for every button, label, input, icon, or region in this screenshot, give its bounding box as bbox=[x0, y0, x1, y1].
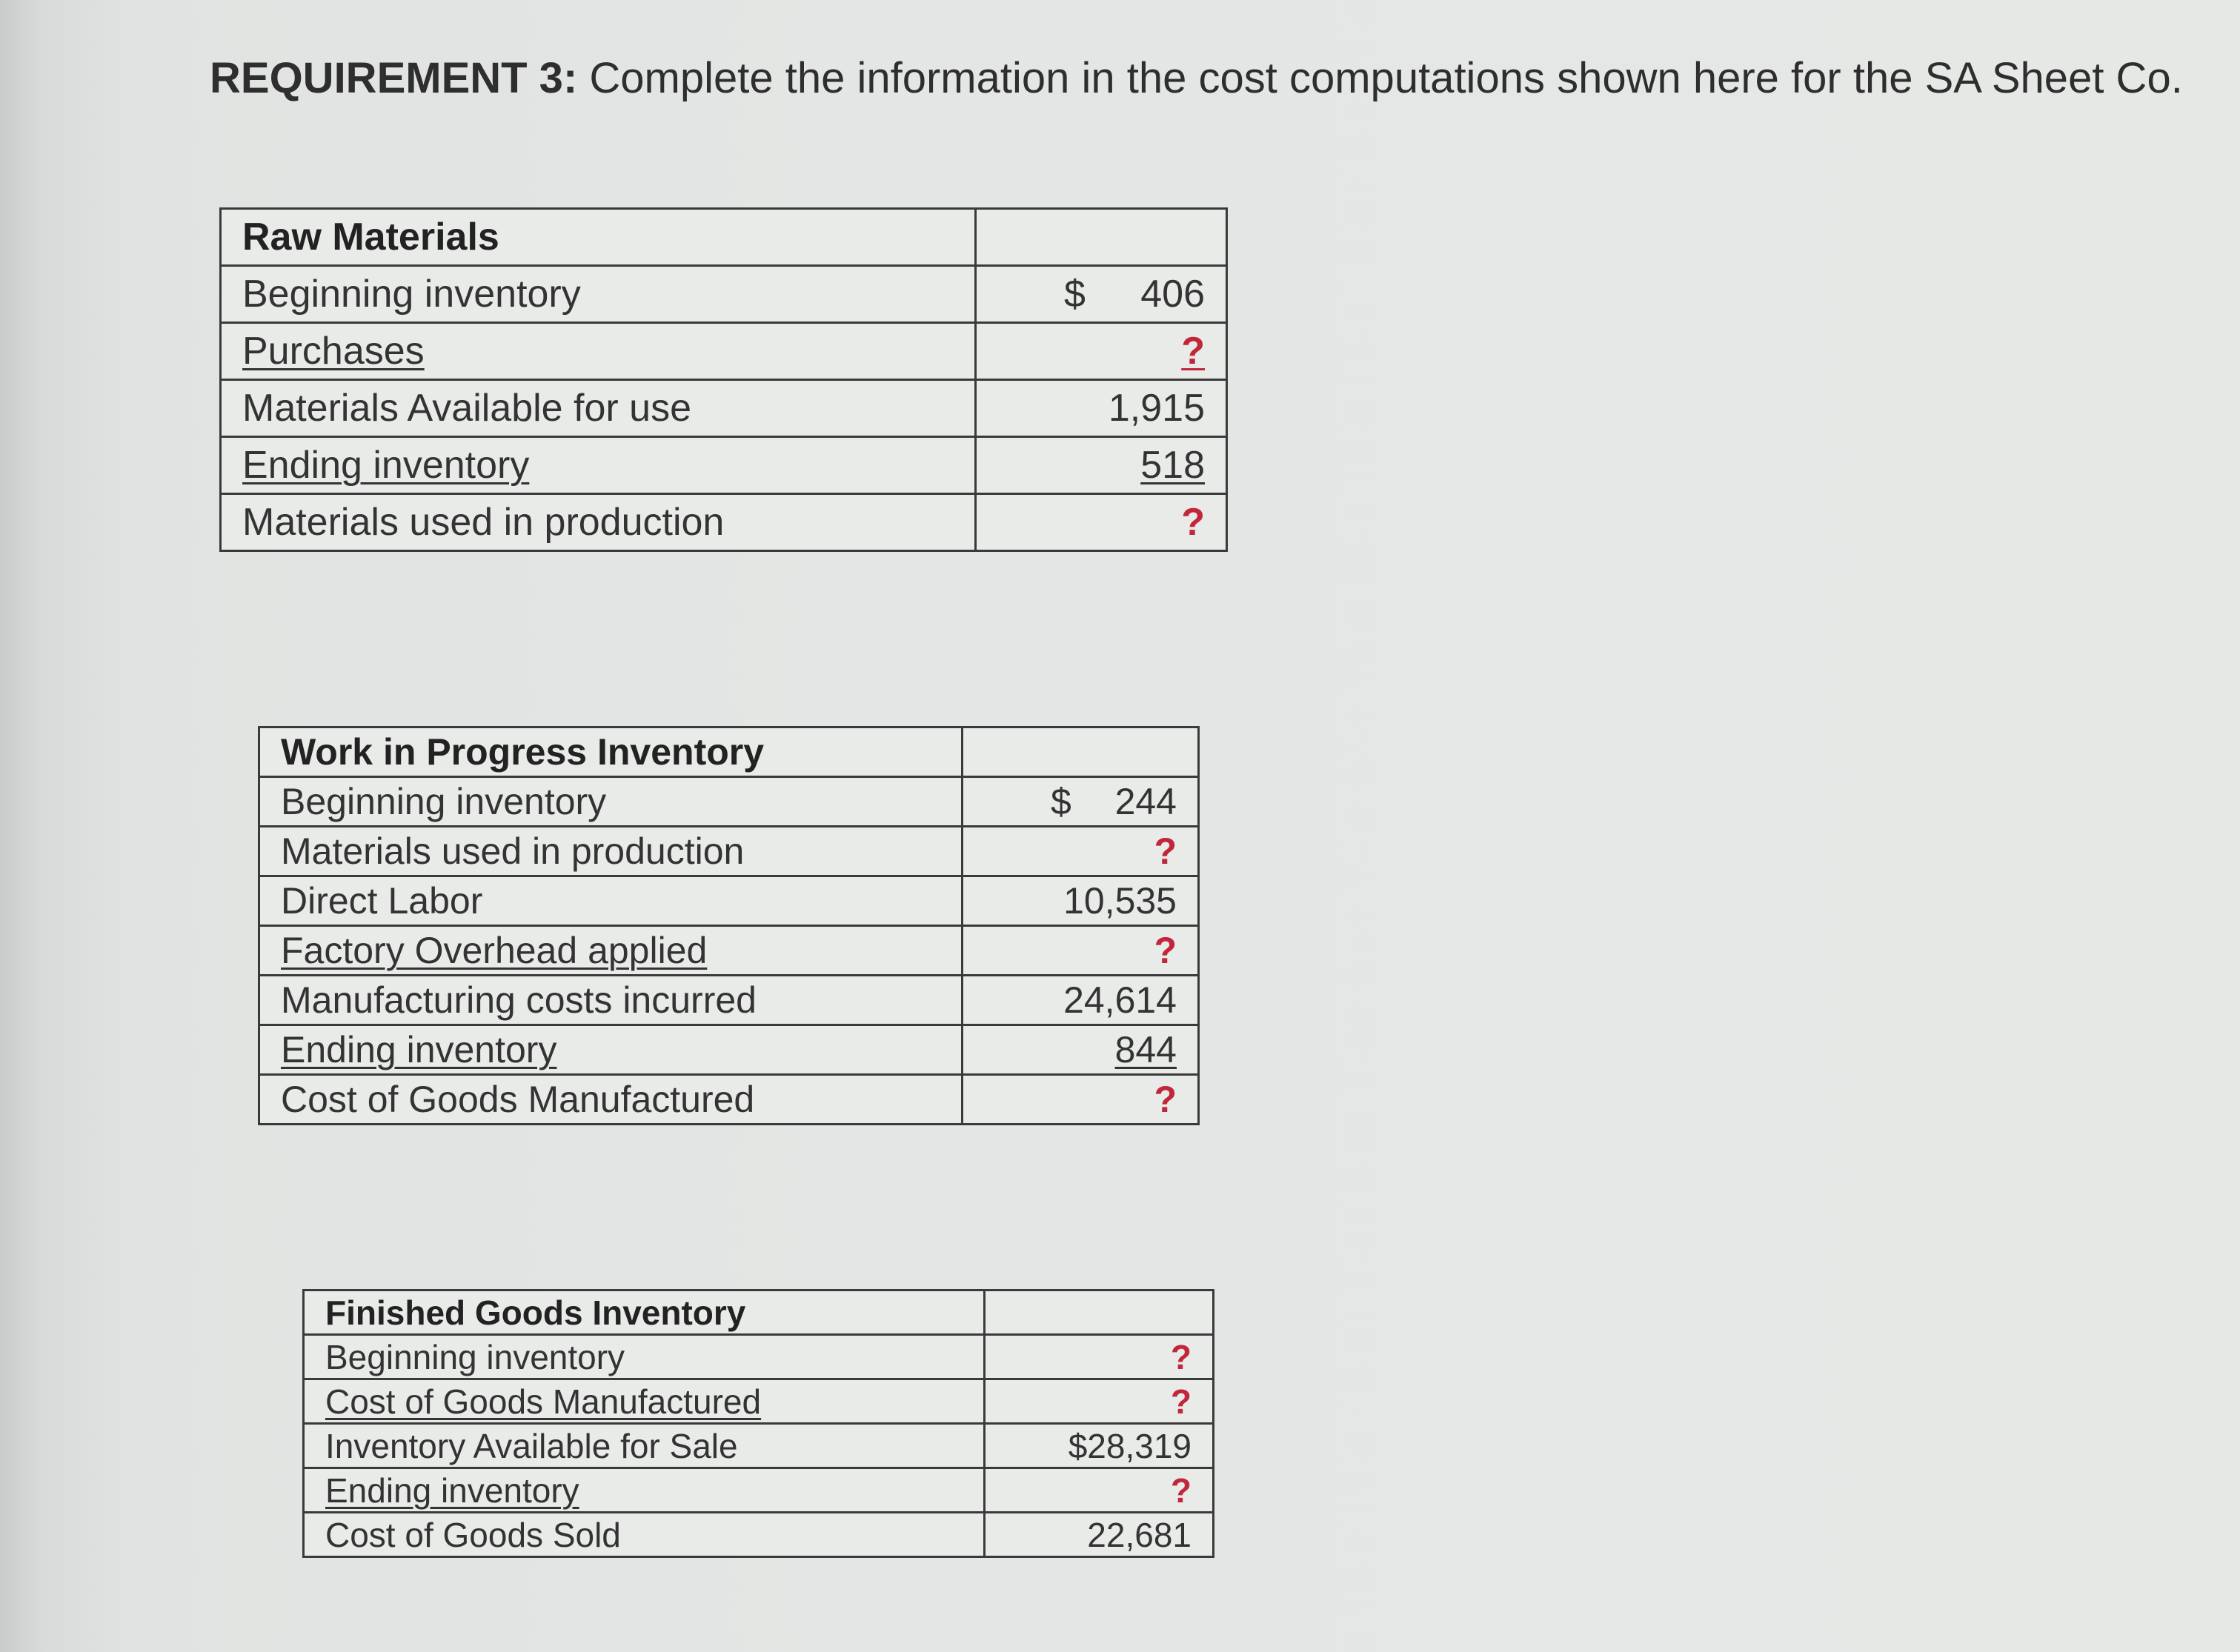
value-text: 518 bbox=[1140, 444, 1205, 487]
unknown-value: ? bbox=[1154, 830, 1177, 872]
unknown-value: ? bbox=[1154, 930, 1177, 971]
table-row bbox=[221, 266, 1227, 323]
label-text: Ending inventory bbox=[281, 1029, 557, 1070]
table-row bbox=[259, 876, 1199, 926]
row-label: Beginning inventory bbox=[259, 777, 963, 827]
row-label bbox=[221, 437, 976, 494]
row-value bbox=[963, 926, 1199, 976]
row-label: Inventory Available for Sale bbox=[304, 1424, 985, 1468]
requirement-text: Complete the information in the cost computations shown here for the SA Sheet Co. bbox=[589, 54, 2183, 102]
table-row bbox=[304, 1424, 1214, 1468]
raw-materials-table bbox=[219, 207, 1228, 552]
unknown-value: ? bbox=[1170, 1337, 1192, 1376]
row-value: 1,915 bbox=[976, 380, 1227, 437]
label-text: Cost of Goods Manufactured bbox=[325, 1382, 762, 1421]
requirement-label: REQUIREMENT 3: bbox=[210, 54, 578, 102]
header-value-cell bbox=[985, 1290, 1214, 1335]
row-label bbox=[304, 1379, 985, 1424]
table-title: Finished Goods Inventory bbox=[304, 1290, 985, 1335]
row-label bbox=[304, 1468, 985, 1513]
row-value: 24,614 bbox=[963, 976, 1199, 1025]
table-header-row bbox=[304, 1290, 1214, 1335]
row-value bbox=[963, 1075, 1199, 1125]
table-row bbox=[259, 1025, 1199, 1075]
table-row bbox=[259, 827, 1199, 876]
currency-symbol: $ bbox=[1064, 273, 1086, 316]
row-value bbox=[963, 1025, 1199, 1075]
row-label: Manufacturing costs incurred bbox=[259, 976, 963, 1025]
unknown-value: ? bbox=[1181, 330, 1205, 373]
row-value bbox=[976, 266, 1227, 323]
row-label: Cost of Goods Sold bbox=[304, 1513, 985, 1557]
table-row bbox=[259, 1075, 1199, 1125]
table-row bbox=[259, 777, 1199, 827]
value-text: 844 bbox=[1114, 1029, 1177, 1070]
row-label bbox=[221, 323, 976, 380]
unknown-value: ? bbox=[1170, 1471, 1192, 1510]
unknown-value: ? bbox=[1181, 501, 1205, 544]
value-text: 244 bbox=[1114, 781, 1177, 822]
row-label: Materials used in production bbox=[259, 827, 963, 876]
row-value bbox=[963, 777, 1199, 827]
table-row bbox=[304, 1513, 1214, 1557]
row-value bbox=[976, 323, 1227, 380]
table-row bbox=[259, 976, 1199, 1025]
label-text: Factory Overhead applied bbox=[281, 930, 708, 971]
table-header-row bbox=[259, 727, 1199, 777]
table-row bbox=[221, 380, 1227, 437]
row-value bbox=[985, 1379, 1214, 1424]
unknown-value: ? bbox=[1170, 1382, 1192, 1421]
row-value bbox=[976, 437, 1227, 494]
table-row bbox=[304, 1468, 1214, 1513]
table-row bbox=[304, 1379, 1214, 1424]
table-row bbox=[221, 437, 1227, 494]
work-in-progress-table bbox=[258, 726, 1200, 1125]
table-row bbox=[221, 323, 1227, 380]
finished-goods-table bbox=[302, 1289, 1214, 1558]
header-value-cell bbox=[976, 209, 1227, 266]
row-value bbox=[985, 1468, 1214, 1513]
row-value: $28,319 bbox=[985, 1424, 1214, 1468]
row-value: 22,681 bbox=[985, 1513, 1214, 1557]
row-label: Materials used in production bbox=[221, 494, 976, 551]
label-text: Ending inventory bbox=[325, 1471, 579, 1510]
page-title bbox=[210, 53, 2183, 103]
row-label: Direct Labor bbox=[259, 876, 963, 926]
row-value bbox=[976, 494, 1227, 551]
table-row bbox=[221, 494, 1227, 551]
label-text: Purchases bbox=[242, 330, 425, 373]
row-value: 10,535 bbox=[963, 876, 1199, 926]
value-text: 406 bbox=[1140, 273, 1205, 316]
unknown-value: ? bbox=[1154, 1079, 1177, 1120]
row-label: Cost of Goods Manufactured bbox=[259, 1075, 963, 1125]
header-value-cell bbox=[963, 727, 1199, 777]
row-value bbox=[985, 1335, 1214, 1379]
label-text: Ending inventory bbox=[242, 444, 530, 487]
row-label bbox=[259, 926, 963, 976]
row-label: Materials Available for use bbox=[221, 380, 976, 437]
currency-symbol: $ bbox=[1051, 781, 1071, 822]
table-header-row bbox=[221, 209, 1227, 266]
table-row bbox=[259, 926, 1199, 976]
table-title: Raw Materials bbox=[221, 209, 976, 266]
row-value bbox=[963, 827, 1199, 876]
row-label: Beginning inventory bbox=[304, 1335, 985, 1379]
table-title: Work in Progress Inventory bbox=[259, 727, 963, 777]
row-label: Beginning inventory bbox=[221, 266, 976, 323]
row-label bbox=[259, 1025, 963, 1075]
table-row bbox=[304, 1335, 1214, 1379]
